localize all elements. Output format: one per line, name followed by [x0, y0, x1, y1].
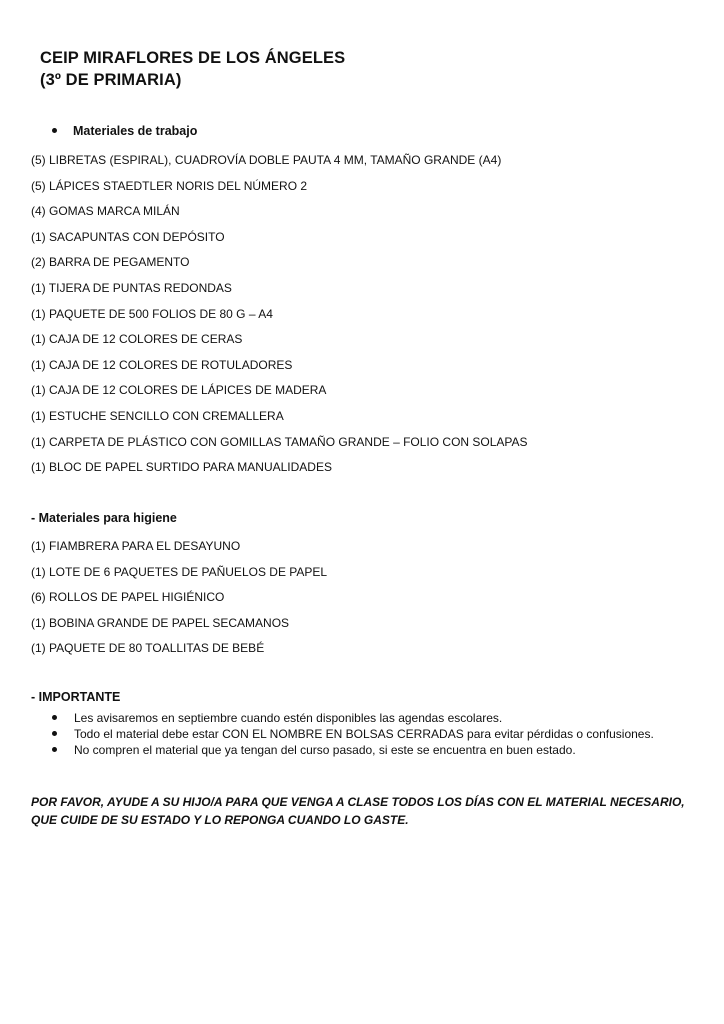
work-materials-list	[31, 148, 528, 481]
important-list	[52, 710, 654, 758]
list-item: (1) BLOC DE PAPEL SURTIDO PARA MANUALIDADES	[31, 460, 332, 475]
work-materials-heading-text: Materiales de trabajo	[73, 124, 198, 138]
list-item: (1) CAJA DE 12 COLORES DE ROTULADORES	[31, 357, 293, 372]
list-item: (5) LIBRETAS (ESPIRAL), CUADROVÍA DOBLE PAUTA 4 MM, TAMAÑO GRANDE (A4)	[31, 153, 502, 167]
list-item: (1) CARPETA DE PLÁSTICO CON GOMILLAS TAMAÑO GRANDE – FOLIO CON SOLAPAS	[31, 434, 528, 449]
important-item-text: Les avisaremos en septiembre cuando estén disponibles las agendas escolares.	[74, 711, 503, 725]
list-item: (1) CAJA DE 12 COLORES DE CERAS	[31, 332, 243, 347]
list-item: (1) TIJERA DE PUNTAS REDONDAS	[31, 280, 232, 295]
page-title	[40, 47, 345, 91]
list-item: (1) BOBINA GRANDE DE PAPEL SECAMANOS	[31, 615, 290, 630]
list-item: (2) BARRA DE PEGAMENTO	[31, 255, 190, 270]
hygiene-materials-heading: - Materiales para higiene	[31, 511, 177, 525]
grade-label: (3º DE PRIMARIA)	[40, 71, 182, 89]
list-item: (4) GOMAS MARCA MILÁN	[31, 204, 180, 219]
list-item	[52, 742, 654, 758]
list-item: (1) PAQUETE DE 500 FOLIOS DE 80 G – A4	[31, 306, 273, 321]
list-item: (1) CAJA DE 12 COLORES DE LÁPICES DE MADERA	[31, 383, 327, 398]
bullet-icon	[52, 731, 57, 736]
important-item-text: No compren el material que ya tengan del curso pasado, si este se encuentra en buen estado.	[74, 743, 576, 757]
list-item	[52, 726, 654, 742]
list-item: (1) PAQUETE DE 80 TOALLITAS DE BEBÉ	[31, 641, 265, 656]
bullet-icon	[52, 715, 57, 720]
bullet-icon	[52, 128, 57, 133]
list-item: (5) LÁPICES STAEDTLER NORIS DEL NÚMERO 2	[31, 178, 308, 193]
important-heading: - IMPORTANTE	[31, 690, 121, 704]
list-item: (1) FIAMBRERA PARA EL DESAYUNO	[31, 539, 241, 553]
list-item: (1) SACAPUNTAS CON DEPÓSITO	[31, 229, 225, 244]
closing-note: POR FAVOR, AYUDE A SU HIJO/A PARA QUE VENGA A CLASE TODOS LOS DÍAS CON EL MATERIAL NECESARIO, QUE CUIDE DE SU ESTADO Y LO REPONGA CUANDO LO GASTE.	[31, 795, 685, 827]
school-name: CEIP MIRAFLORES DE LOS ÁNGELES	[40, 49, 346, 67]
list-item	[52, 710, 654, 726]
list-item: (1) ESTUCHE SENCILLO CON CREMALLERA	[31, 408, 284, 423]
hygiene-materials-list	[31, 534, 327, 662]
important-item-text: Todo el material debe estar CON EL NOMBRE EN BOLSAS CERRADAS para evitar pérdidas o confusiones.	[74, 727, 654, 741]
list-item: (6) ROLLOS DE PAPEL HIGIÉNICO	[31, 590, 225, 605]
bullet-icon	[52, 747, 57, 752]
work-materials-heading	[52, 124, 197, 138]
list-item: (1) LOTE DE 6 PAQUETES DE PAÑUELOS DE PAPEL	[31, 564, 328, 579]
